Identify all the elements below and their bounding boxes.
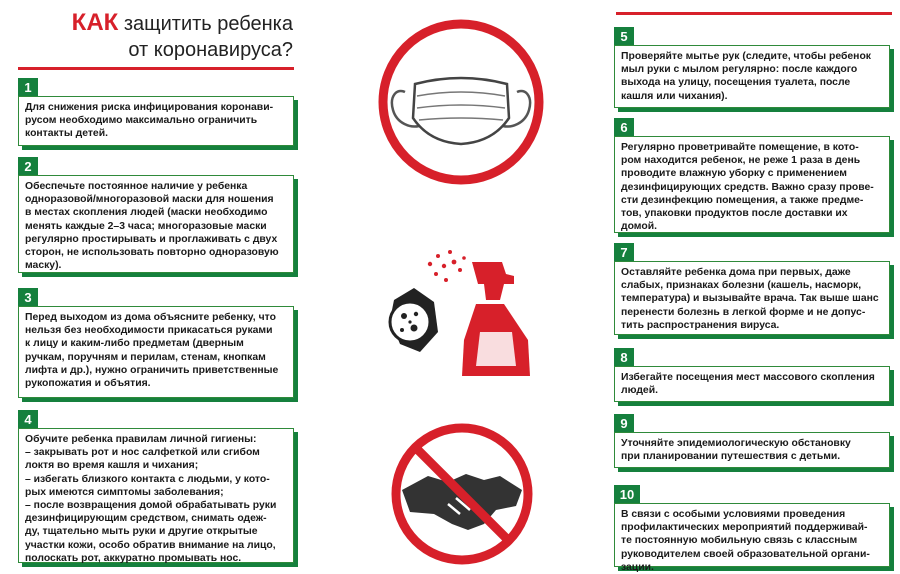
no-handshake-icon [388,420,536,568]
spray-disinfect-icon [380,240,540,380]
tip-number: 5 [614,27,634,46]
tip-box [18,175,294,273]
tip-number: 1 [18,78,38,97]
tip-text: Обеспечьте постоянное наличие у ребенка одноразовой/многоразовой маски для ношения в местах скопления людей (маски необходимо менять каждые 2–3 часа; многоразовые маски регулярно простирывать и проглаживать с двух сторон, не использовать повторно одноразовую маску). [25,181,279,272]
tip-text: Для снижения риска инфицирования коронави- русом необходимо максимально ограничить контакты детей. [25,102,274,140]
tip-text: Оставляйте ребенка дома при первых, даже слабых, признаках болезни (кашель, насморк, температура) и вызывайте врача. Так выше шанс перенести болезнь в легкой форме и не допус- тить распространения вируса. [621,267,879,331]
tip-text: Избегайте посещения мест массового скопления людей. [621,372,875,397]
tip-text: Регулярно проветривайте помещение, в кото- ром находится ребенок, не реже 1 раза в день проводите влажную уборку с применением дезинфицирующих средств. Важно сразу прове- сти дезинфекцию помещения, а также предме- тов, упаковки продуктов после доставки их домой. [621,142,874,233]
tip-box [614,136,890,233]
title-line2: от коронавируса? [128,39,293,61]
tip-number: 2 [18,157,38,176]
tip-number: 8 [614,348,634,367]
tip-box [614,261,890,335]
tip-number: 4 [18,410,38,429]
tip-number: 10 [614,485,640,504]
title-line1: защитить ребенка [123,13,293,35]
tip-text: Перед выходом из дома объясните ребенку, что нельзя без необходимости прикасаться руками к лицу и каким-либо предметам (дверным ручкам, поручням и перилам, стенам, кнопкам лифта и др.), нужно ограничить приветственные рукопожатия и объятия. [25,312,279,390]
tip-text: Проверяйте мытье рук (следите, чтобы ребенок мыл руки с мылом регулярно: после каждого выхода на улицу, посещения туалета, после кашля или чихания). [621,51,872,102]
tip-text: В связи с особыми условиями проведения профилактических мероприятий поддерживай- те постоянную мобильную связь с классным руководителем своей образовательной органи- зации. [621,509,870,573]
left-divider [18,67,294,70]
tip-box [18,306,294,398]
tip-box [614,432,890,468]
page-title [72,8,293,63]
tip-box [614,366,890,402]
tip-box [614,503,890,573]
face-mask-icon [375,16,547,188]
tip-text: Обучите ребенка правилам личной гигиены: – закрывать рот и нос салфеткой или сгибом локтя во время кашля и чихания; – избегать близкого контакта с людьми, у кото- рых имеются симптомы заболевания; – после возвращения домой обрабатывать руки дезинфицирующим средством, снимать одеж- ду, тщательно мыть руки и другие открытые участки кожи, особо обратив внимание на лицо, полоскать рот, аккуратно промывать нос. [25,434,277,564]
tip-number: 6 [614,118,634,137]
title-accent: КАК [71,9,119,36]
tip-box [614,45,890,108]
tip-number: 7 [614,243,634,262]
tip-box [18,428,294,563]
tip-number: 9 [614,414,634,433]
tip-text: Уточняйте эпидемиологическую обстановку при планировании путешествия с детьми. [621,438,851,463]
right-divider [616,12,892,15]
tip-number: 3 [18,288,38,307]
tip-box [18,96,294,146]
